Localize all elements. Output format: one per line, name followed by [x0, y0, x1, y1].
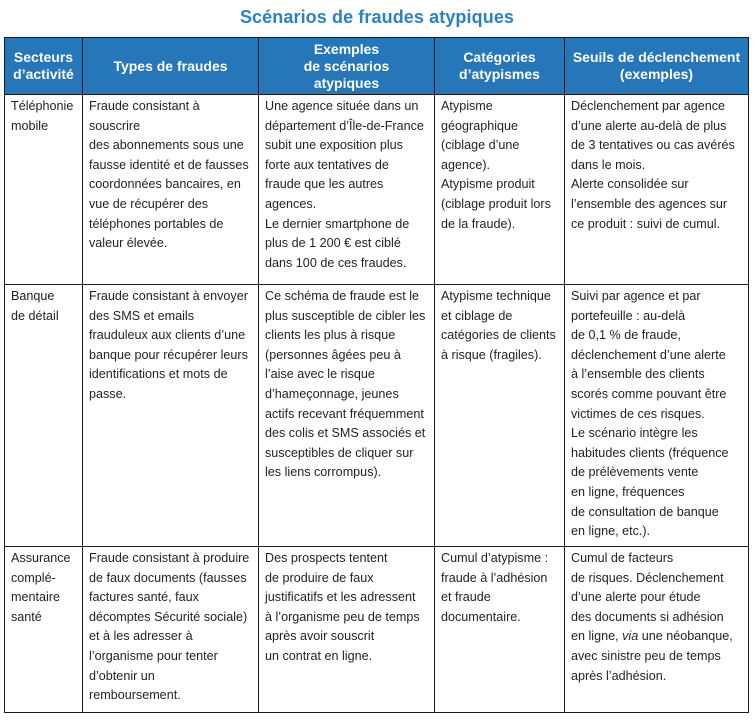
cell-line: d’obtenir un [89, 668, 155, 683]
cell-line: (personnes âgées peu à [265, 347, 401, 362]
cell-categories [435, 285, 565, 547]
cell-thresholds [565, 95, 749, 285]
header-line: Seuils de déclenchement [572, 49, 741, 65]
cell-line: subit une exposition plus [265, 138, 403, 153]
cell-line: de produire de faux [265, 570, 374, 585]
cell-line: Téléphonie [11, 99, 74, 113]
cell-line: ce produit : suivi de cumul. [571, 216, 721, 231]
cell-line: Fraude consistant à souscrire [89, 99, 200, 133]
cell-line: susceptibles de cliquer sur [265, 445, 414, 460]
header-line: d’activité [13, 66, 74, 82]
header-line: de scénarios [303, 57, 390, 74]
cell-line: de 3 tentatives ou cas avérés [571, 138, 735, 153]
cell-line: de détail [11, 308, 59, 323]
cell-scenarios [259, 547, 435, 713]
cell-line: les liens corrompus). [265, 465, 382, 480]
header-categories [435, 38, 565, 95]
cell-line: de risques. Déclenchement [571, 570, 724, 585]
cell-line: habitudes clients (fréquence [571, 445, 729, 460]
cell-line: scorés comme pouvant être [571, 386, 727, 401]
text-run: en ligne, [571, 629, 623, 644]
cell-line: plus susceptible de cibler les [265, 308, 426, 323]
cell-line: décomptes Sécurité sociale) [89, 609, 248, 624]
cell-line: géographique [441, 118, 519, 133]
cell-line: à l’ensemble des clients [571, 367, 705, 382]
cell-line: victimes de ces risques. [571, 406, 705, 421]
table-row [5, 285, 749, 547]
cell-line: des abonnements sous une [89, 138, 244, 153]
cell-categories [435, 547, 565, 713]
cell-line: d’hameçonnage, jeunes [265, 386, 399, 401]
cell-line: Fraude consistant à envoyer [89, 289, 248, 303]
cell-scenarios [259, 285, 435, 547]
cell-line: à risque (fragiles). [441, 347, 542, 362]
cell-line: forte aux tentatives de [265, 157, 389, 172]
header-line: Types de fraudes [113, 57, 228, 74]
cell-line: portefeuille : au-delà [571, 308, 686, 323]
header-scenarios [259, 38, 435, 95]
cell-line: Atypisme technique [441, 289, 551, 303]
cell-line: Ce schéma de fraude est le [265, 289, 420, 303]
header-line: d’atypismes [459, 66, 540, 82]
cell-line: (ciblage produit lors [441, 196, 551, 211]
cell-line: coordonnées bancaires, en [89, 177, 241, 192]
cell-line: en ligne, fréquences [571, 484, 685, 499]
cell-line: l’aise avec le risque [265, 367, 375, 382]
cell-fraud-type [83, 95, 259, 285]
cell-line: et fraude [441, 590, 491, 605]
cell-line: après avoir souscrit [265, 629, 375, 644]
cell-line: d’une alerte au-delà de plus [571, 118, 727, 133]
cell-scenarios [259, 95, 435, 285]
cell-line: mobile [11, 118, 49, 133]
cell-fraud-type [83, 547, 259, 713]
cell-line: Le dernier smartphone de [265, 216, 410, 231]
cell-line: passe. [89, 386, 127, 401]
cell-line: valeur élevée. [89, 236, 168, 251]
cell-line: de consultation de banque [571, 504, 719, 519]
cell-fraud-type [83, 285, 259, 547]
cell-line: et à les adresser à [89, 629, 193, 644]
cell-line: déclenchement d’une alerte [571, 347, 726, 362]
cell-line: fraude que les autres [265, 177, 384, 192]
cell-line [571, 627, 742, 647]
cell-line: documentaire. [441, 609, 521, 624]
cell-line: actifs recevant fréquemment [265, 406, 424, 421]
header-line: Exemples [313, 40, 380, 57]
cell-line: frauduleux aux clients d’une [89, 328, 246, 343]
cell-line: Atypisme produit [441, 177, 535, 192]
fraud-scenarios-table [4, 37, 749, 713]
cell-line: factures santé, faux [89, 590, 199, 605]
cell-line: remboursement. [89, 688, 181, 703]
header-thresholds [565, 38, 749, 95]
cell-line: fausse identité et de fausses [89, 157, 249, 172]
cell-line: à l’organisme peu de temps [265, 609, 420, 624]
cell-categories [435, 95, 565, 285]
cell-line: d’une alerte pour étude [571, 590, 701, 605]
cell-line: dans le mois. [571, 157, 646, 172]
cell-line: justificatifs et les adressent [265, 590, 416, 605]
cell-line: Cumul de facteurs [571, 551, 674, 565]
cell-line: des colis et SMS associés et [265, 426, 426, 441]
cell-line: dans 100 de ces fraudes. [265, 255, 407, 270]
cell-line: Le scénario intègre les [571, 426, 698, 441]
cell-line: Suivi par agence et par [571, 289, 701, 303]
cell-line: agence). [441, 157, 491, 172]
cell-line: plus de 1 200 € est ciblé [265, 236, 401, 251]
cell-line: de la fraude). [441, 216, 516, 231]
cell-line: (ciblage d’une [441, 138, 520, 153]
cell-line: identifications et mots de [89, 367, 228, 382]
header-line: atypiques [313, 74, 380, 91]
cell-line: Fraude consistant à produire [89, 551, 250, 565]
cell-line: département d’Île-de-France [265, 118, 424, 133]
cell-line: mentaire [11, 590, 60, 605]
table-header-row [5, 38, 749, 95]
cell-line: Une agence située dans un [265, 99, 419, 113]
text-run: une néobanque, [638, 629, 733, 644]
header-fraud-types [83, 38, 259, 95]
cell-sector [5, 285, 83, 547]
cell-thresholds [565, 547, 749, 713]
cell-line: téléphones portables de [89, 216, 224, 231]
cell-line: catégories de clients [441, 328, 556, 343]
cell-sector [5, 547, 83, 713]
cell-sector [5, 95, 83, 285]
cell-line: de faux documents (fausses [89, 570, 247, 585]
header-line: Catégories [463, 49, 536, 65]
cell-line: fraude à l’adhésion [441, 570, 548, 585]
page-title: Scénarios de fraudes atypiques [239, 7, 515, 27]
cell-line: de prélèvements vente [571, 465, 699, 480]
table-row [5, 95, 749, 285]
cell-line: Assurance [11, 551, 71, 565]
cell-line: de 0,1 % de fraude, [571, 328, 681, 343]
cell-line: des documents si adhésion [571, 609, 724, 624]
cell-line: l’organisme pour tenter [89, 648, 218, 663]
cell-line: banque pour récupérer leurs [89, 347, 248, 362]
header-line: Secteurs [13, 49, 74, 65]
cell-line: Cumul d’atypisme : [441, 551, 549, 565]
cell-line: un contrat en ligne. [265, 648, 373, 663]
header-sectors [5, 38, 83, 95]
text-run-italic: via [622, 629, 639, 644]
header-line: (exemples) [619, 66, 694, 82]
cell-line: Déclenchement par agence [571, 99, 726, 113]
cell-line: Alerte consolidée sur [571, 177, 689, 192]
cell-line: et ciblage de [441, 308, 513, 323]
cell-line: des SMS et emails [89, 308, 194, 323]
table-row [5, 547, 749, 713]
cell-line: après l’adhésion. [571, 668, 667, 683]
cell-line: Atypisme [441, 99, 493, 113]
cell-line: Banque [11, 289, 55, 303]
cell-line: agences. [265, 196, 317, 211]
cell-line: en ligne, etc.). [571, 524, 651, 539]
cell-thresholds [565, 285, 749, 547]
cell-line: avec sinistre peu de temps [571, 648, 721, 663]
cell-line: vue de récupérer des [89, 196, 209, 211]
cell-line: clients les plus à risque [265, 328, 396, 343]
cell-line: complé- [11, 570, 56, 585]
cell-line: Des prospects tentent [265, 551, 388, 565]
cell-line: l’ensemble des agences sur [571, 196, 728, 211]
cell-line: santé [11, 609, 42, 624]
